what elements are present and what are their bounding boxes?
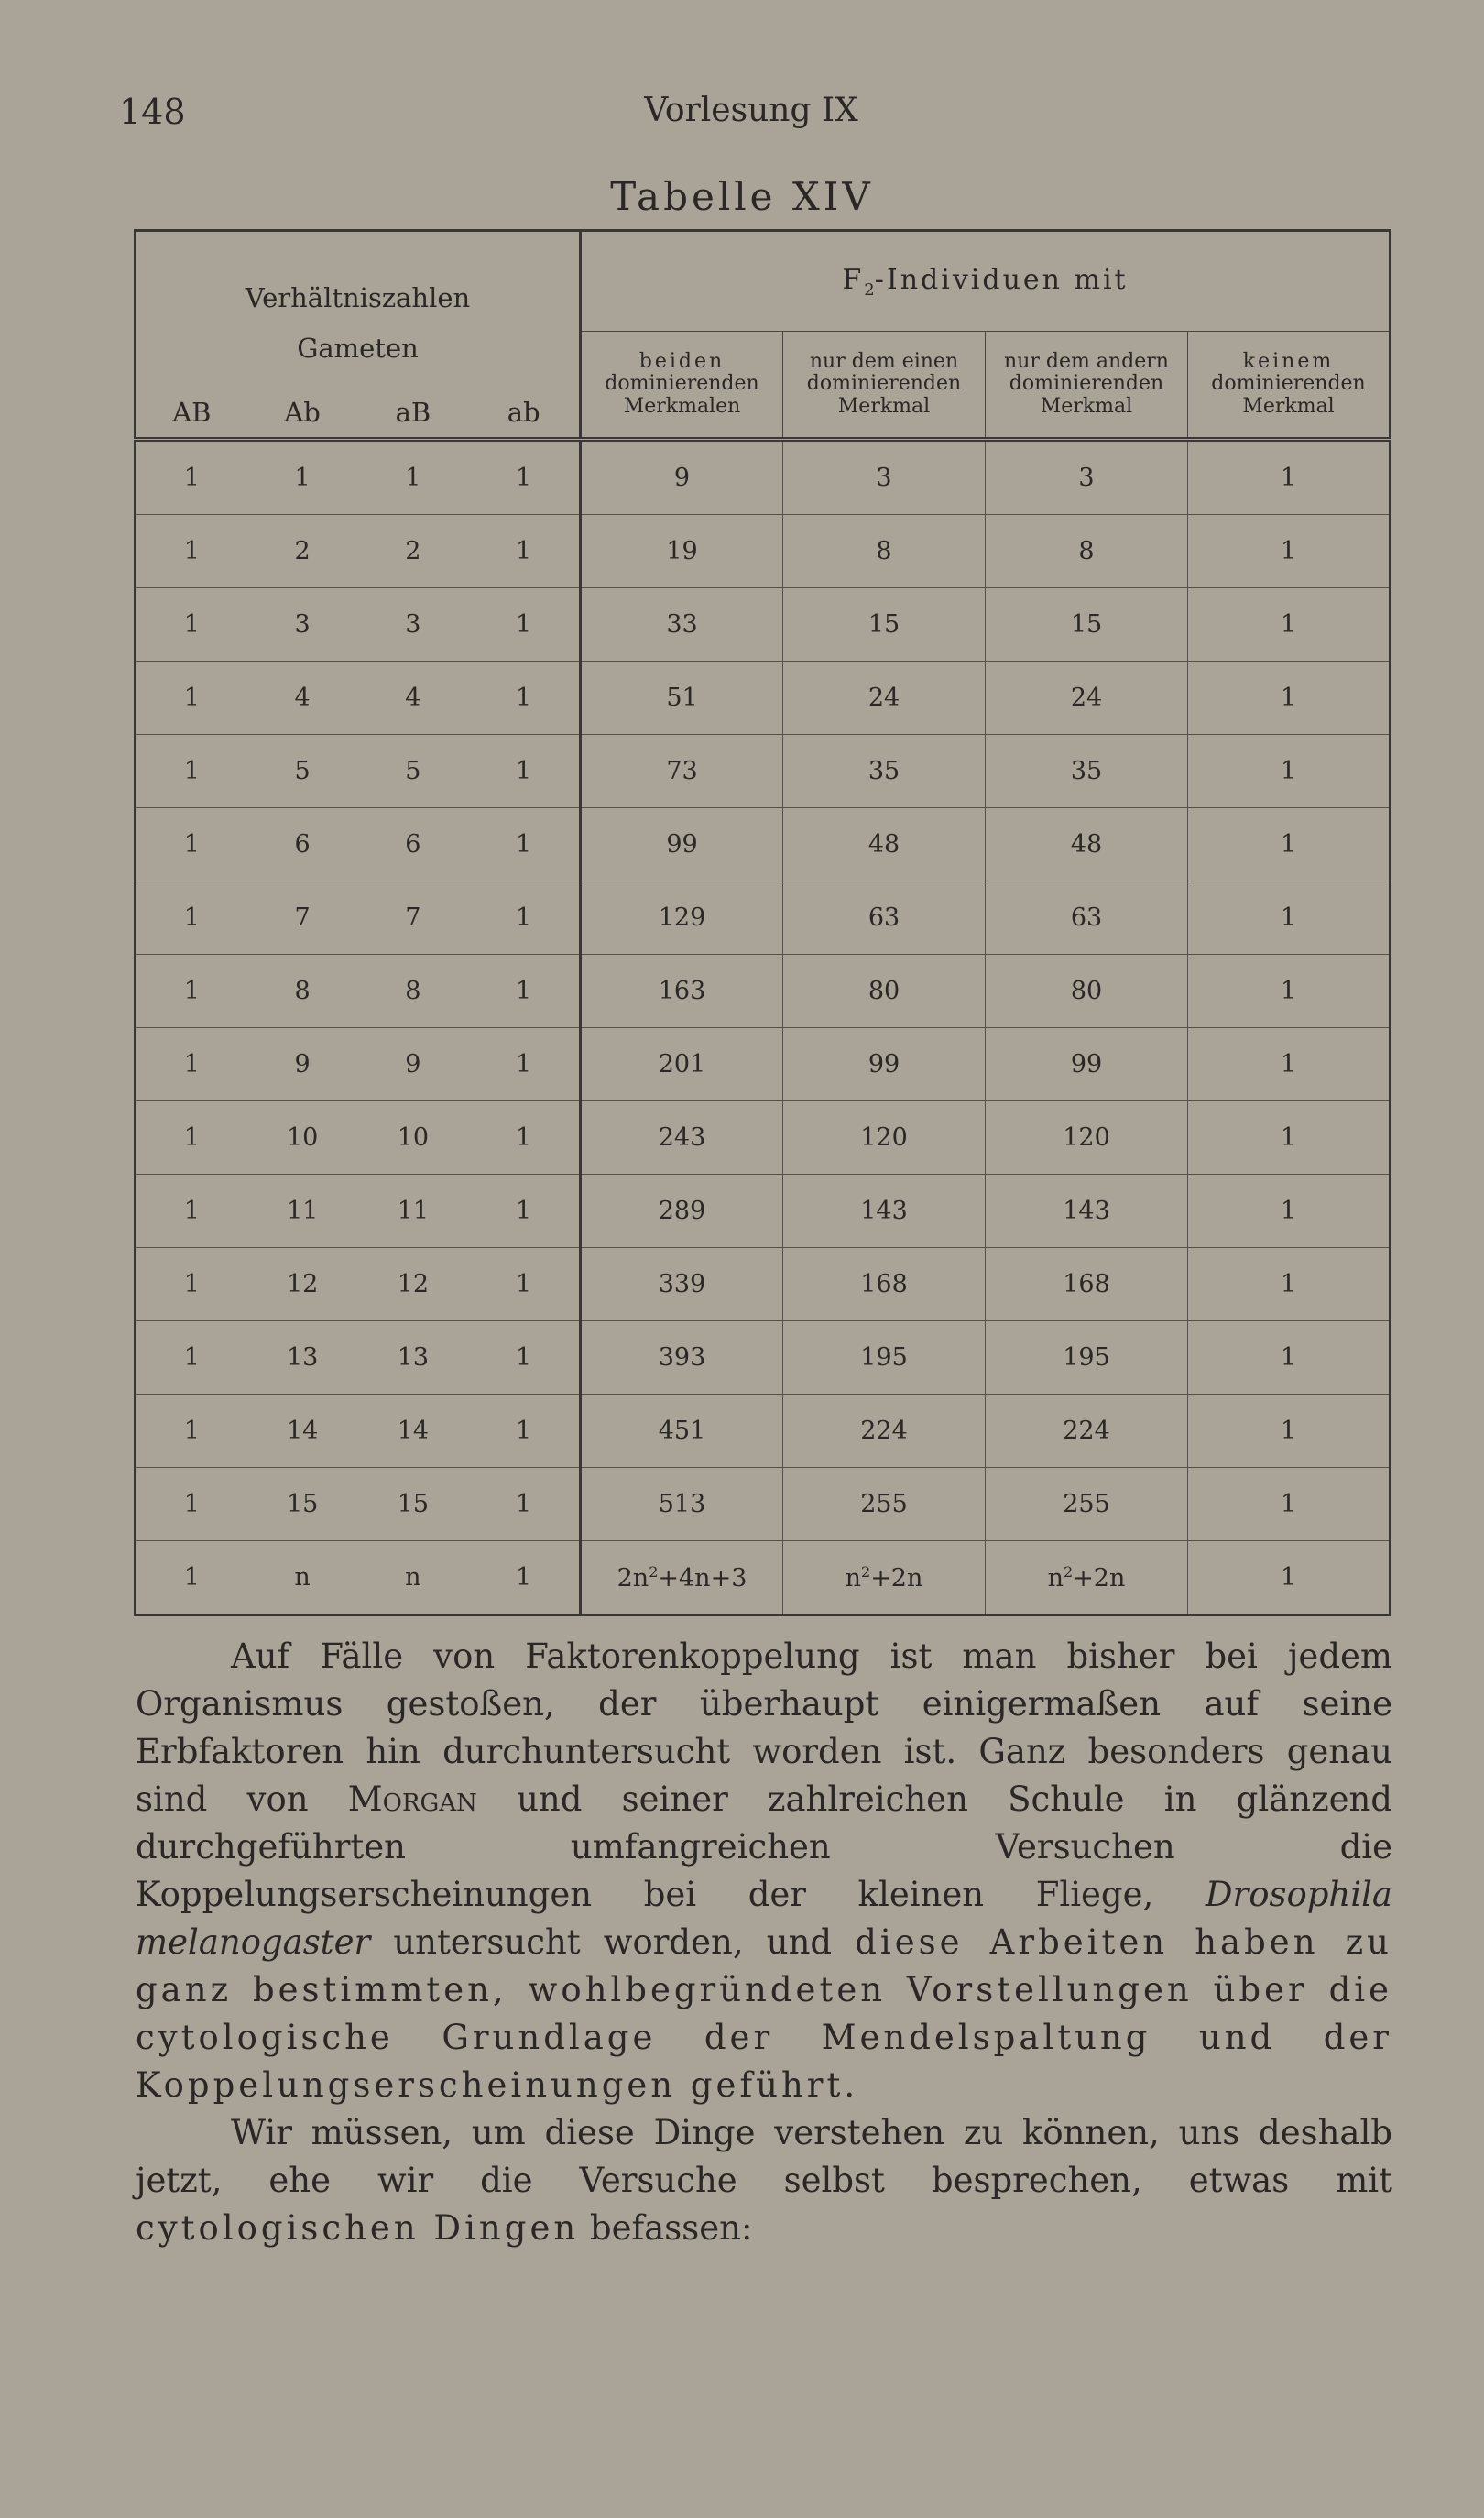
cell-keinem: 1: [1188, 1101, 1391, 1175]
header-line: dominierenden: [1009, 372, 1164, 396]
col-header-aB: aB: [395, 397, 431, 428]
table-row: [136, 588, 1391, 662]
cell-andern: 224: [986, 1395, 1188, 1468]
cell-beiden: 201: [581, 1028, 783, 1101]
cell-andern: 120: [986, 1101, 1188, 1175]
cell-ab: 1: [516, 684, 532, 712]
cell-andern: 99: [986, 1028, 1188, 1101]
cell-ab: 1: [516, 1197, 532, 1225]
gamete-cells: [136, 1468, 581, 1541]
cell-AB: 1: [183, 1123, 200, 1152]
gameten-label: Gameten: [297, 333, 419, 364]
formula-sup: 2: [649, 1562, 659, 1581]
cell-keinem: 1: [1188, 1395, 1391, 1468]
cell-ab: 1: [516, 1563, 532, 1592]
table-row: [136, 1101, 1391, 1175]
cell-aB: 4: [405, 684, 421, 712]
cell-Ab: 7: [294, 903, 311, 932]
cell-beiden-formula: [581, 1541, 783, 1615]
emphasized-text: cytologischen Dingen: [136, 2208, 580, 2248]
cell-andern: 24: [986, 662, 1188, 735]
cell-keinem: 1: [1188, 440, 1391, 515]
f2-header: [581, 231, 1391, 332]
cell-AB: 1: [183, 757, 200, 785]
cell-Ab: n: [294, 1563, 311, 1592]
table-row: [136, 955, 1391, 1028]
cell-keinem: 1: [1188, 808, 1391, 881]
header-line: dominierenden: [605, 372, 759, 396]
cell-keinem: 1: [1188, 515, 1391, 588]
table-wrapper: [134, 229, 1389, 1609]
col-header-ab: ab: [507, 397, 540, 428]
formula-row: [136, 1541, 1391, 1615]
cell-aB: 10: [397, 1123, 430, 1152]
cell-Ab: 12: [286, 1270, 319, 1298]
cell-beiden: 393: [581, 1321, 783, 1395]
cell-AB: 1: [183, 684, 200, 712]
gamete-ratio-header: [136, 231, 581, 440]
cell-aB: 3: [405, 610, 421, 639]
data-table: [134, 229, 1391, 1616]
cell-ab: 1: [516, 903, 532, 932]
ratio-label: Verhältniszahlen: [245, 282, 471, 313]
gamete-cells: [136, 1395, 581, 1468]
cell-keinem: 1: [1188, 1028, 1391, 1101]
cell-andern: 143: [986, 1175, 1188, 1248]
cell-aB: 2: [405, 537, 421, 565]
cell-beiden: 451: [581, 1395, 783, 1468]
cell-aB: n: [405, 1563, 421, 1592]
text-run: befassen:: [579, 2208, 753, 2248]
col-header-beiden: [581, 332, 783, 440]
col-header-keinem: [1188, 332, 1391, 440]
cell-andern: 255: [986, 1468, 1188, 1541]
cell-andern: 168: [986, 1248, 1188, 1321]
formula-sup: 2: [1064, 1562, 1074, 1581]
cell-einen: 168: [783, 1248, 986, 1321]
gamete-cells: [136, 440, 581, 515]
cell-Ab: 10: [286, 1123, 319, 1152]
gamete-cells: [136, 1541, 581, 1615]
cell-andern: 195: [986, 1321, 1188, 1395]
cell-aB: 8: [405, 977, 421, 1005]
text-run: Wir müssen, um diese Dinge verstehen zu können, uns deshalb jetzt, ehe wir die Versuche selbst besprechen, etwas mit: [136, 2113, 1392, 2200]
page-header: [119, 92, 1383, 137]
cell-beiden: 129: [581, 881, 783, 955]
cell-beiden: 289: [581, 1175, 783, 1248]
gamete-cells: [136, 955, 581, 1028]
cell-ab: 1: [516, 1417, 532, 1445]
table-row: [136, 1468, 1391, 1541]
page-number: 148: [119, 92, 186, 132]
cell-beiden: 513: [581, 1468, 783, 1541]
cell-Ab: 6: [294, 830, 311, 859]
formula-part: 2n: [617, 1563, 649, 1593]
header-line: keinem: [1242, 349, 1335, 373]
cell-einen: 120: [783, 1101, 986, 1175]
header-line: beiden: [638, 349, 726, 373]
cell-einen: 224: [783, 1395, 986, 1468]
cell-aB: 9: [405, 1050, 421, 1078]
cell-aB: 7: [405, 903, 421, 932]
table-row: [136, 1175, 1391, 1248]
formula-part: +2n: [870, 1563, 923, 1593]
gamete-cells: [136, 662, 581, 735]
cell-Ab: 3: [294, 610, 311, 639]
paragraph-1: [136, 1633, 1392, 2109]
cell-aB: 14: [397, 1417, 430, 1445]
cell-einen: 48: [783, 808, 986, 881]
gamete-cells: [136, 1321, 581, 1395]
species-name: Drosophila melanogaster: [136, 1875, 1392, 1962]
cell-Ab: 8: [294, 977, 311, 1005]
cell-keinem: 1: [1188, 1541, 1391, 1615]
header-line: Merkmalen: [623, 394, 741, 418]
cell-einen-formula: [783, 1541, 986, 1615]
cell-Ab: 5: [294, 757, 311, 785]
body-text: [136, 1633, 1392, 2252]
cell-beiden: 9: [581, 440, 783, 515]
gamete-cells: [136, 1101, 581, 1175]
cell-Ab: 1: [294, 464, 311, 492]
cell-AB: 1: [183, 464, 200, 492]
formula-part: +4n+3: [658, 1563, 747, 1593]
table-row: [136, 881, 1391, 955]
table-row: [136, 1248, 1391, 1321]
cell-Ab: 14: [286, 1417, 319, 1445]
table-row: [136, 662, 1391, 735]
table-row: [136, 1321, 1391, 1395]
cell-aB: 1: [405, 464, 421, 492]
cell-aB: 11: [397, 1197, 430, 1225]
table-row: [136, 440, 1391, 515]
cell-aB: 13: [397, 1343, 430, 1372]
cell-keinem: 1: [1188, 588, 1391, 662]
header-line: dominierenden: [806, 372, 962, 396]
cell-beiden: 51: [581, 662, 783, 735]
cell-einen: 195: [783, 1321, 986, 1395]
table-body: [136, 440, 1391, 1615]
author-name: Morgan: [347, 1779, 477, 1819]
paragraph-2: [136, 2109, 1392, 2252]
f2-label-post: -Individuen mit: [874, 263, 1129, 296]
gamete-cells: [136, 1248, 581, 1321]
cell-einen: 24: [783, 662, 986, 735]
cell-ab: 1: [516, 610, 532, 639]
formula-part: +2n: [1073, 1563, 1126, 1593]
text-run: und seiner zahlreichen Schule in glänzend durchgeführten umfangreichen Versuchen die Koppelungserscheinungen bei der kleinen Fliege,: [136, 1779, 1392, 1914]
table-row: [136, 1028, 1391, 1101]
cell-AB: 1: [183, 1270, 200, 1298]
cell-Ab: 11: [286, 1197, 319, 1225]
cell-einen: 3: [783, 440, 986, 515]
cell-beiden: 19: [581, 515, 783, 588]
cell-beiden: 163: [581, 955, 783, 1028]
cell-ab: 1: [516, 1490, 532, 1518]
formula-sup: 2: [861, 1562, 871, 1581]
running-head: Vorlesung IX: [644, 92, 858, 129]
cell-ab: 1: [516, 977, 532, 1005]
cell-AB: 1: [183, 1343, 200, 1372]
gamete-cells: [136, 1175, 581, 1248]
cell-Ab: 15: [286, 1490, 319, 1518]
f2-label-sub: 2: [864, 279, 875, 300]
table-row: [136, 735, 1391, 808]
cell-andern: 3: [986, 440, 1188, 515]
text-run: untersucht worden, und: [370, 1922, 856, 1962]
gamete-cells: [136, 1028, 581, 1101]
cell-keinem: 1: [1188, 662, 1391, 735]
gamete-cells: [136, 515, 581, 588]
cell-ab: 1: [516, 537, 532, 565]
cell-AB: 1: [183, 1197, 200, 1225]
cell-ab: 1: [516, 757, 532, 785]
cell-keinem: 1: [1188, 735, 1391, 808]
cell-beiden: 73: [581, 735, 783, 808]
col-header-Ab: Ab: [284, 397, 321, 428]
cell-ab: 1: [516, 830, 532, 859]
cell-einen: 143: [783, 1175, 986, 1248]
cell-AB: 1: [183, 830, 200, 859]
header-line: dominierenden: [1211, 372, 1366, 396]
cell-keinem: 1: [1188, 1468, 1391, 1541]
cell-einen: 255: [783, 1468, 986, 1541]
cell-andern: 8: [986, 515, 1188, 588]
cell-aB: 12: [397, 1270, 430, 1298]
cell-AB: 1: [183, 1490, 200, 1518]
cell-AB: 1: [183, 537, 200, 565]
cell-andern: 48: [986, 808, 1188, 881]
header-line: Merkmal: [1242, 394, 1335, 418]
header-line: nur dem andern: [1004, 349, 1169, 373]
cell-Ab: 13: [286, 1343, 319, 1372]
text-run: Auf Fälle von Faktorenkoppelung ist man bisher bei jedem Organismus gestoßen, der überhaupt einigermaßen auf seine Erbfaktoren hin durchuntersucht worden ist. Ganz besonders genau sind von: [136, 1637, 1392, 1819]
cell-keinem: 1: [1188, 881, 1391, 955]
cell-ab: 1: [516, 1270, 532, 1298]
cell-beiden: 339: [581, 1248, 783, 1321]
cell-AB: 1: [183, 903, 200, 932]
gamete-cells: [136, 808, 581, 881]
f2-label-pre: F: [842, 263, 865, 296]
cell-AB: 1: [183, 977, 200, 1005]
emphasized-text: diese Arbeiten haben zu ganz bestimmten, wohlbegründeten Vorstellungen über die cytologische Grundlage der Mendelspaltung und der Koppelungserscheinungen geführt.: [136, 1922, 1392, 2105]
cell-ab: 1: [516, 1050, 532, 1078]
cell-einen: 99: [783, 1028, 986, 1101]
cell-AB: 1: [183, 610, 200, 639]
col-header-AB: AB: [172, 397, 212, 428]
cell-AB: 1: [183, 1417, 200, 1445]
cell-einen: 35: [783, 735, 986, 808]
cell-andern: 63: [986, 881, 1188, 955]
cell-AB: 1: [183, 1050, 200, 1078]
cell-andern-formula: [986, 1541, 1188, 1615]
cell-einen: 15: [783, 588, 986, 662]
cell-beiden: 33: [581, 588, 783, 662]
cell-aB: 15: [397, 1490, 430, 1518]
cell-einen: 8: [783, 515, 986, 588]
formula-part: n: [1047, 1563, 1064, 1593]
cell-keinem: 1: [1188, 1175, 1391, 1248]
gamete-cells: [136, 881, 581, 955]
cell-aB: 5: [405, 757, 421, 785]
cell-einen: 80: [783, 955, 986, 1028]
col-header-einen: [783, 332, 986, 440]
header-line: Merkmal: [837, 394, 931, 418]
cell-keinem: 1: [1188, 1321, 1391, 1395]
cell-andern: 80: [986, 955, 1188, 1028]
header-line: Merkmal: [1040, 394, 1133, 418]
cell-keinem: 1: [1188, 1248, 1391, 1321]
cell-aB: 6: [405, 830, 421, 859]
gamete-column-labels: [136, 397, 579, 428]
cell-beiden: 243: [581, 1101, 783, 1175]
cell-Ab: 2: [294, 537, 311, 565]
table-title: Tabelle XIV: [610, 174, 874, 219]
cell-andern: 35: [986, 735, 1188, 808]
cell-Ab: 4: [294, 684, 311, 712]
table-row: [136, 808, 1391, 881]
col-header-andern: [986, 332, 1188, 440]
table-row: [136, 515, 1391, 588]
gamete-cells: [136, 735, 581, 808]
cell-andern: 15: [986, 588, 1188, 662]
cell-beiden: 99: [581, 808, 783, 881]
table-row: [136, 1395, 1391, 1468]
cell-einen: 63: [783, 881, 986, 955]
header-line: nur dem einen: [809, 349, 959, 373]
cell-ab: 1: [516, 464, 532, 492]
formula-part: n: [845, 1563, 861, 1593]
gamete-cells: [136, 588, 581, 662]
cell-ab: 1: [516, 1343, 532, 1372]
cell-AB: 1: [183, 1563, 200, 1592]
cell-Ab: 9: [294, 1050, 311, 1078]
cell-ab: 1: [516, 1123, 532, 1152]
cell-keinem: 1: [1188, 955, 1391, 1028]
